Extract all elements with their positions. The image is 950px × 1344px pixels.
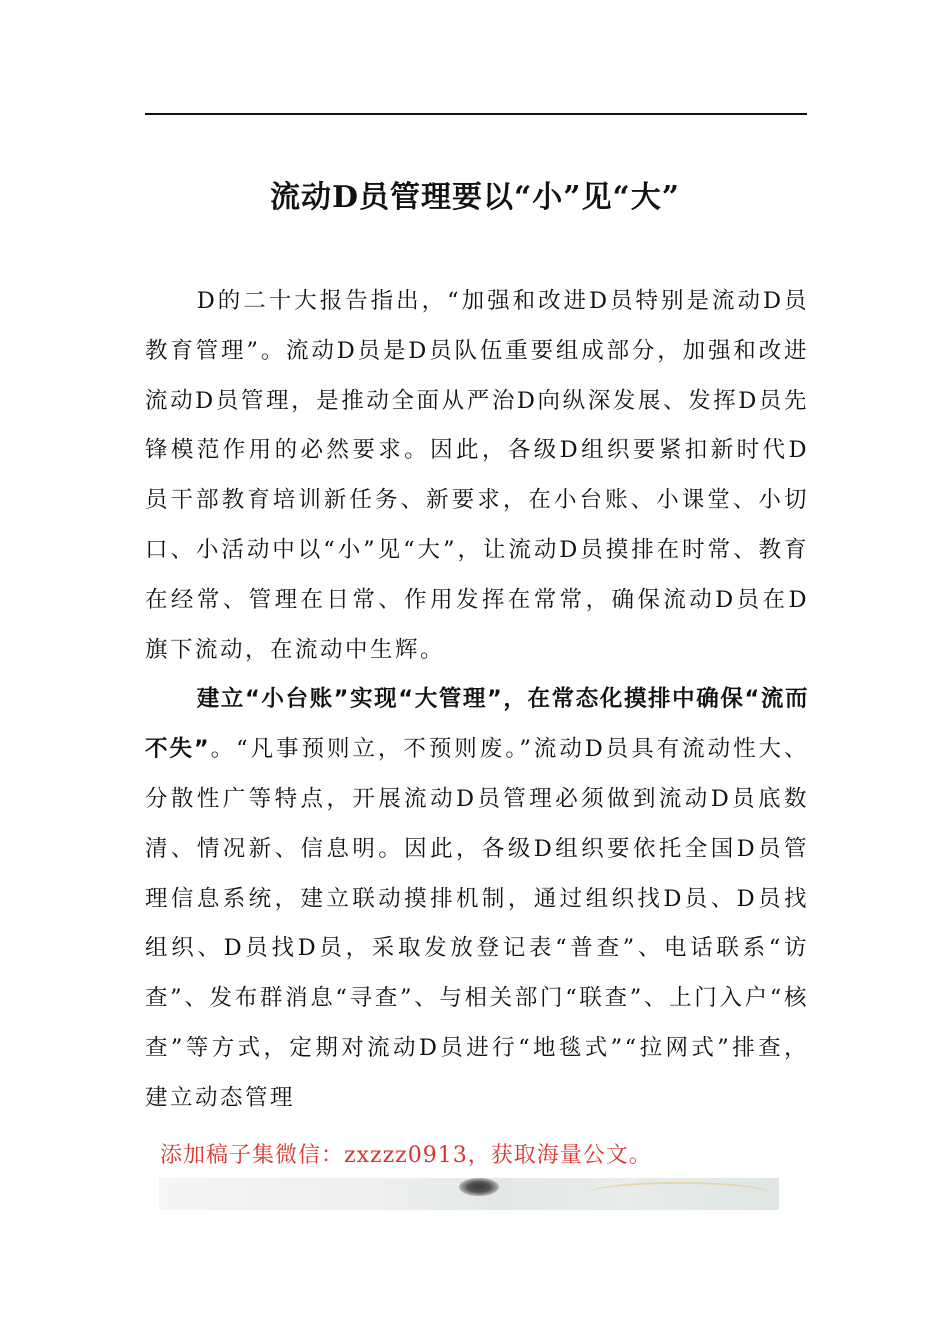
paragraph-small-ledger-text: 。“凡事预则立，不预则废。”流动D员具有流动性大、分散性广等特点，开展流动D员管理必须做到流动D员底数清、情况新、信息明。因此，各级D组织要依托全国D员管理信息系统，建立联动摸排机制，通过组织找D员、D员找组织、D员找D员，采取发放登记表“普查”、电话联系“访查”、发布群消息“寻查”、与相关部门“联查”、上门入户“核查”等方式，定期对流动D员进行“地毯式”“拉网式”排查，建立动态管理 (145, 736, 810, 1111)
document-body (145, 277, 809, 1124)
bottom-image-strip (159, 1178, 779, 1210)
paragraph-intro-text: D的二十大报告指出，“加强和改进D员特别是流动D员教育管理”。流动D员是D员队伍重要组成部分，加强和改进流动D员管理，是推动全面从严治D向纵深发展、发挥D员先锋模范作用的必然要求。因此，各级D组织要紧扣新时代D员干部教育培训新任务、新要求，在小台账、小课堂、小切口、小活动中以“小”见“大”，让流动D员摸排在时常、教育在经常、管理在日常、作用发挥在常常，确保流动D员在D旗下流动，在流动中生辉。 (145, 288, 809, 663)
paragraph-small-ledger (145, 675, 809, 1123)
header-rule (145, 113, 807, 115)
image-ink-mark (459, 1178, 499, 1196)
paragraph-intro (145, 277, 809, 675)
image-gold-line (589, 1182, 769, 1204)
paragraph-lead-heading: 建立“小台账”实现“大管理”，在常态化摸排中确保“流而不失” (145, 686, 809, 763)
promo-note: 添加稿子集微信：zxzzz0913，获取海量公文。 (160, 1143, 652, 1168)
document-title: 流动D员管理要以“小”见“大” (269, 180, 681, 215)
